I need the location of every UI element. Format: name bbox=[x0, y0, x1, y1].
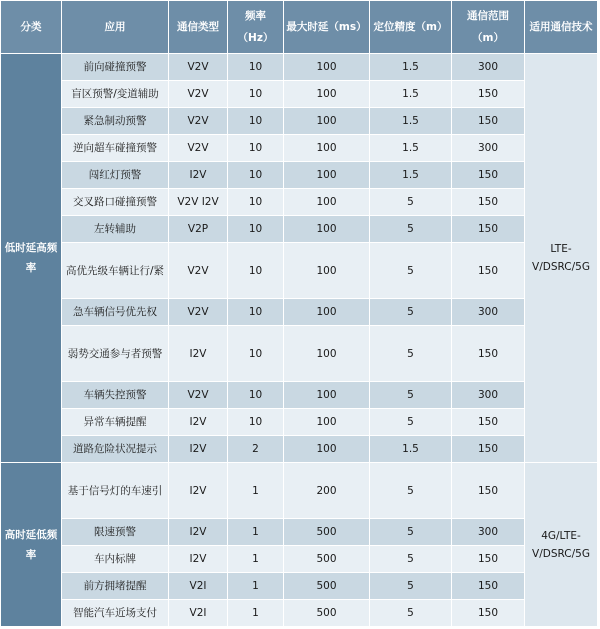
range-cell: 150 bbox=[452, 108, 525, 135]
application-cell: 车辆失控预警 bbox=[62, 382, 169, 409]
range-cell: 150 bbox=[452, 600, 525, 627]
comm-type-cell: V2V bbox=[169, 108, 228, 135]
table-row bbox=[1, 299, 598, 326]
accuracy-cell: 5 bbox=[370, 382, 452, 409]
range-cell: 150 bbox=[452, 189, 525, 216]
application-cell: 前方拥堵提醒 bbox=[62, 573, 169, 600]
comm-type-cell: V2I bbox=[169, 573, 228, 600]
frequency-cell: 1 bbox=[228, 573, 284, 600]
delay-cell: 100 bbox=[284, 108, 370, 135]
range-cell: 150 bbox=[452, 81, 525, 108]
table-row bbox=[1, 409, 598, 436]
frequency-cell: 1 bbox=[228, 519, 284, 546]
frequency-cell: 10 bbox=[228, 299, 284, 326]
delay-cell: 500 bbox=[284, 546, 370, 573]
category-cell: 低时延高频率 bbox=[1, 54, 62, 463]
comm-type-cell: V2V bbox=[169, 54, 228, 81]
table-row bbox=[1, 108, 598, 135]
table-row bbox=[1, 519, 598, 546]
application-cell: 急车辆信号优先权 bbox=[62, 299, 169, 326]
table-row bbox=[1, 463, 598, 519]
comm-type-cell: V2P bbox=[169, 216, 228, 243]
accuracy-cell: 5 bbox=[370, 326, 452, 382]
comm-type-cell: V2V bbox=[169, 299, 228, 326]
accuracy-cell: 5 bbox=[370, 600, 452, 627]
frequency-cell: 10 bbox=[228, 382, 284, 409]
table-body bbox=[1, 54, 598, 627]
header-row bbox=[1, 1, 598, 54]
range-cell: 300 bbox=[452, 519, 525, 546]
application-cell: 异常车辆提醒 bbox=[62, 409, 169, 436]
comm-type-cell: I2V bbox=[169, 326, 228, 382]
table-row bbox=[1, 189, 598, 216]
comm-type-cell: I2V bbox=[169, 463, 228, 519]
accuracy-cell: 5 bbox=[370, 243, 452, 299]
comm-type-cell: I2V bbox=[169, 162, 228, 189]
accuracy-cell: 5 bbox=[370, 546, 452, 573]
application-cell: 高优先级车辆让行/紧 bbox=[62, 243, 169, 299]
range-cell: 150 bbox=[452, 216, 525, 243]
range-cell: 150 bbox=[452, 546, 525, 573]
accuracy-cell: 5 bbox=[370, 189, 452, 216]
range-cell: 150 bbox=[452, 409, 525, 436]
accuracy-cell: 5 bbox=[370, 409, 452, 436]
table-row bbox=[1, 54, 598, 81]
accuracy-cell: 5 bbox=[370, 216, 452, 243]
application-cell: 前向碰撞预警 bbox=[62, 54, 169, 81]
range-cell: 150 bbox=[452, 243, 525, 299]
header-max-delay: 最大时延（ms） bbox=[284, 1, 370, 54]
delay-cell: 100 bbox=[284, 299, 370, 326]
delay-cell: 100 bbox=[284, 243, 370, 299]
tech-cell: LTE-V/DSRC/5G bbox=[525, 54, 598, 463]
frequency-cell: 1 bbox=[228, 463, 284, 519]
application-cell: 紧急制动预警 bbox=[62, 108, 169, 135]
frequency-cell: 10 bbox=[228, 54, 284, 81]
range-cell: 150 bbox=[452, 573, 525, 600]
comm-type-cell: I2V bbox=[169, 436, 228, 463]
frequency-cell: 10 bbox=[228, 409, 284, 436]
comm-type-cell: V2V I2V bbox=[169, 189, 228, 216]
header-application: 应用 bbox=[62, 1, 169, 54]
accuracy-cell: 1.5 bbox=[370, 162, 452, 189]
header-tech: 适用通信技术 bbox=[525, 1, 598, 54]
table-row bbox=[1, 326, 598, 382]
accuracy-cell: 1.5 bbox=[370, 436, 452, 463]
frequency-cell: 10 bbox=[228, 162, 284, 189]
table-row bbox=[1, 600, 598, 627]
delay-cell: 100 bbox=[284, 162, 370, 189]
table-row bbox=[1, 243, 598, 299]
application-cell: 弱势交通参与者预警 bbox=[62, 326, 169, 382]
application-cell: 交叉路口碰撞预警 bbox=[62, 189, 169, 216]
delay-cell: 200 bbox=[284, 463, 370, 519]
frequency-cell: 10 bbox=[228, 108, 284, 135]
range-cell: 150 bbox=[452, 436, 525, 463]
category-cell: 高时延低频率 bbox=[1, 463, 62, 627]
table-row bbox=[1, 573, 598, 600]
accuracy-cell: 1.5 bbox=[370, 54, 452, 81]
application-cell: 道路危险状况提示 bbox=[62, 436, 169, 463]
frequency-cell: 10 bbox=[228, 189, 284, 216]
frequency-cell: 1 bbox=[228, 600, 284, 627]
application-cell: 左转辅助 bbox=[62, 216, 169, 243]
application-cell: 车内标牌 bbox=[62, 546, 169, 573]
header-frequency: 频率（Hz） bbox=[228, 1, 284, 54]
application-cell: 智能汽车近场支付 bbox=[62, 600, 169, 627]
comm-type-cell: V2I bbox=[169, 600, 228, 627]
table-row bbox=[1, 436, 598, 463]
frequency-cell: 2 bbox=[228, 436, 284, 463]
header-category: 分类 bbox=[1, 1, 62, 54]
accuracy-cell: 5 bbox=[370, 573, 452, 600]
delay-cell: 100 bbox=[284, 135, 370, 162]
comm-type-cell: I2V bbox=[169, 409, 228, 436]
delay-cell: 500 bbox=[284, 573, 370, 600]
tech-cell: 4G/LTE-V/DSRC/5G bbox=[525, 463, 598, 627]
range-cell: 300 bbox=[452, 135, 525, 162]
comm-type-cell: I2V bbox=[169, 546, 228, 573]
range-cell: 300 bbox=[452, 299, 525, 326]
range-cell: 150 bbox=[452, 162, 525, 189]
delay-cell: 100 bbox=[284, 382, 370, 409]
comm-type-cell: V2V bbox=[169, 135, 228, 162]
frequency-cell: 10 bbox=[228, 216, 284, 243]
table-row bbox=[1, 162, 598, 189]
header-comm-type: 通信类型 bbox=[169, 1, 228, 54]
accuracy-cell: 5 bbox=[370, 519, 452, 546]
range-cell: 300 bbox=[452, 54, 525, 81]
comm-type-cell: I2V bbox=[169, 519, 228, 546]
delay-cell: 100 bbox=[284, 216, 370, 243]
frequency-cell: 10 bbox=[228, 243, 284, 299]
delay-cell: 500 bbox=[284, 519, 370, 546]
application-cell: 逆向超车碰撞预警 bbox=[62, 135, 169, 162]
comm-type-cell: V2V bbox=[169, 243, 228, 299]
comm-type-cell: V2V bbox=[169, 81, 228, 108]
accuracy-cell: 5 bbox=[370, 299, 452, 326]
delay-cell: 500 bbox=[284, 600, 370, 627]
frequency-cell: 1 bbox=[228, 546, 284, 573]
table-row bbox=[1, 135, 598, 162]
application-cell: 盲区预警/变道辅助 bbox=[62, 81, 169, 108]
header-range: 通信范围（m） bbox=[452, 1, 525, 54]
range-cell: 150 bbox=[452, 463, 525, 519]
accuracy-cell: 5 bbox=[370, 463, 452, 519]
accuracy-cell: 1.5 bbox=[370, 135, 452, 162]
delay-cell: 100 bbox=[284, 409, 370, 436]
frequency-cell: 10 bbox=[228, 135, 284, 162]
delay-cell: 100 bbox=[284, 81, 370, 108]
delay-cell: 100 bbox=[284, 54, 370, 81]
delay-cell: 100 bbox=[284, 189, 370, 216]
range-cell: 300 bbox=[452, 382, 525, 409]
application-cell: 限速预警 bbox=[62, 519, 169, 546]
frequency-cell: 10 bbox=[228, 326, 284, 382]
table-row bbox=[1, 382, 598, 409]
range-cell: 150 bbox=[452, 326, 525, 382]
application-cell: 闯红灯预警 bbox=[62, 162, 169, 189]
comm-type-cell: V2V bbox=[169, 382, 228, 409]
header-accuracy: 定位精度（m） bbox=[370, 1, 452, 54]
table-row bbox=[1, 546, 598, 573]
frequency-cell: 10 bbox=[228, 81, 284, 108]
delay-cell: 100 bbox=[284, 436, 370, 463]
table-row bbox=[1, 216, 598, 243]
application-cell: 基于信号灯的车速引 bbox=[62, 463, 169, 519]
accuracy-cell: 1.5 bbox=[370, 81, 452, 108]
accuracy-cell: 1.5 bbox=[370, 108, 452, 135]
table-row bbox=[1, 81, 598, 108]
delay-cell: 100 bbox=[284, 326, 370, 382]
